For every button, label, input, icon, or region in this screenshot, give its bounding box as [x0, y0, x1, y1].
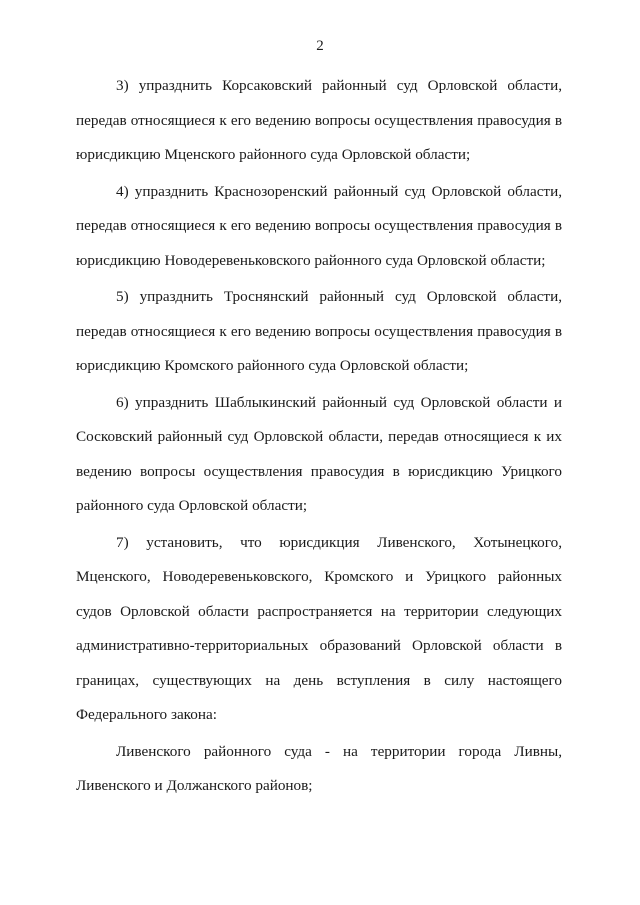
text-line: Сосковский районный суд Орловской области, передав относящиеся к их: [76, 428, 562, 445]
paragraph-item-7: [76, 526, 562, 733]
paragraph-item-5: [76, 280, 562, 384]
text-line: 5) упразднить Троснянский районный суд Орловской области,: [116, 288, 562, 305]
paragraph-item-3: [76, 69, 562, 173]
text-line: юрисдикцию Кромского районного суда Орловской области;: [76, 357, 469, 374]
text-line: судов Орловской области распространяется на территории следующих: [76, 602, 562, 620]
text-line: Мценского, Новодеревеньковского, Кромского и Урицкого районных: [76, 568, 562, 585]
text-line: районного суда Орловской области;: [76, 497, 308, 514]
text-line: юрисдикцию Мценского районного суда Орловской области;: [76, 146, 471, 163]
text-line: административно-территориальных образований Орловской области в: [76, 637, 562, 654]
text-line: 7) установить, что юрисдикция Ливенского, Хотынецкого,: [116, 533, 562, 551]
text-line: юрисдикцию Новодеревеньковского районного суда Орловской области;: [76, 251, 546, 269]
text-line: 3) упразднить Корсаковский районный суд Орловской области,: [116, 77, 562, 94]
text-line: передав относящиеся к его ведению вопросы осуществления правосудия в: [76, 111, 562, 129]
document-body: [76, 69, 562, 806]
text-line: передав относящиеся к его ведению вопросы осуществления правосудия в: [76, 322, 562, 340]
text-line: Ливенского и Должанского районов;: [76, 777, 313, 794]
text-line: ведению вопросы осуществления правосудия в юрисдикцию Урицкого: [76, 462, 562, 480]
paragraph-livny-court: [76, 735, 562, 804]
paragraph-item-4: [76, 175, 562, 279]
text-line: границах, существующих на день вступления в силу настоящего: [76, 671, 562, 689]
page-number: 2: [316, 38, 324, 54]
text-line: Федерального закона:: [76, 706, 217, 723]
text-line: передав относящиеся к его ведению вопросы осуществления правосудия в: [76, 217, 562, 234]
text-line: Ливенского районного суда - на территории города Ливны,: [116, 742, 562, 760]
text-line: 6) упразднить Шаблыкинский районный суд Орловской области и: [116, 393, 562, 411]
text-line: 4) упразднить Краснозоренский районный суд Орловской области,: [116, 182, 562, 200]
paragraph-item-6: [76, 386, 562, 524]
